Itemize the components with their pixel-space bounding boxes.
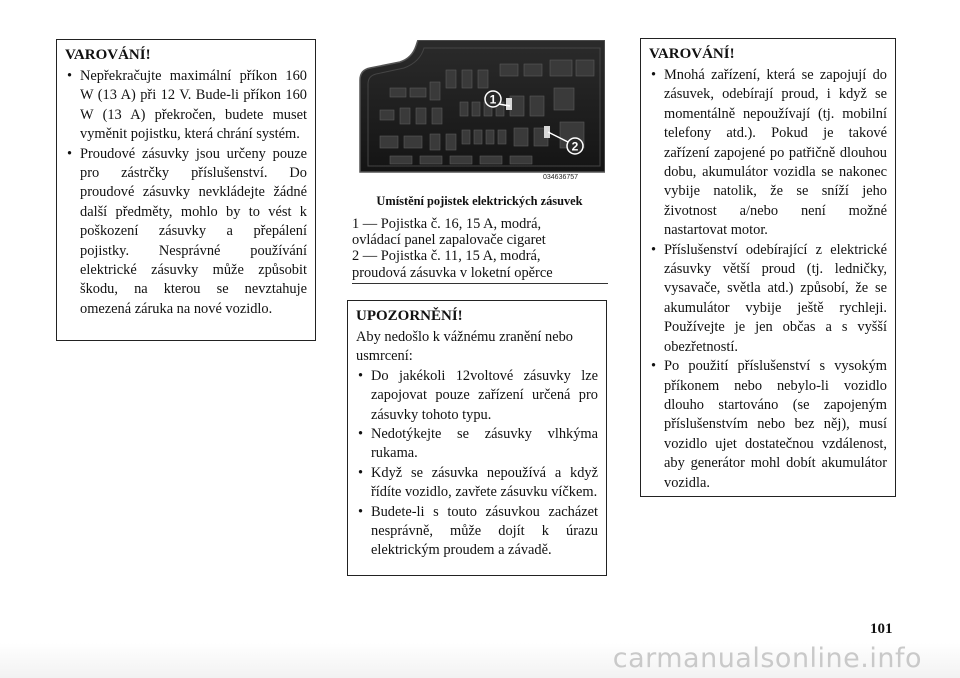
- list-item: • Proudové zásuvky jsou určeny pouze pro zástrčky příslušenství. Do proudové zásuvky nevkládejte žádné další předměty, mohlo by to vést k poškození zásuvky a přepálení pojistky. Nesprávné používání elektrické zásuvky může způsobit škodu, na kterou se nevztahuje omezená záruka na nové vozidlo.: [65, 145, 307, 320]
- page-number: 101: [870, 621, 893, 637]
- warning-box-right: [640, 38, 896, 497]
- fuse-list-line: ovládací panel zapalovače cigaret: [352, 232, 546, 249]
- list-item: • Když se zásuvka nepoužívá a když řídíte vozidlo, zavřete zásuvku víčkem.: [356, 464, 598, 503]
- caution-intro: Aby nedošlo k vážnému zranění nebo usmrcení:: [356, 329, 573, 365]
- list-item: • Budete-li s touto zásuvkou zacházet nesprávně, může dojít k úrazu elektrickým proudem a závadě.: [356, 503, 598, 561]
- fuse-list-line: proudová zásuvka v loketní opěrce: [352, 264, 553, 281]
- list-item: • Mnohá zařízení, která se zapojují do zásuvek, odebírají proud, i když se momentálně nepoužívají (tj. mobilní telefony atd.). Pokud je takové zařízení zapojené po patřičně dlouhou dobu, akumulátor vozidla se nakonec vybije natolik, že se sníží jeho životnost a/nebo není možné nastartovat motor.: [649, 66, 887, 241]
- fuse-panel-illustration: [350, 40, 605, 182]
- list-item: • Do jakékoli 12voltové zásuvky lze zapojovat pouze zařízení určená pro zásuvky tohoto typu.: [356, 367, 598, 425]
- list-item: • Nedotýkejte se zásuvky vlhkýma rukama.: [356, 425, 598, 464]
- caution-title: UPOZORNĚNÍ!: [356, 308, 463, 324]
- svg-text:2: 2: [571, 139, 579, 154]
- divider: [352, 283, 608, 284]
- warning-title: VAROVÁNÍ!: [65, 47, 151, 63]
- callout-1: [485, 91, 501, 107]
- fuse-list-line: 1 — Pojistka č. 16, 15 A, modrá,: [352, 216, 542, 232]
- list-item: • Po použití příslušenství s vysokým příkonem nebo nebylo-li vozidlo dlouho startováno (se zapojeným příslušenstvím nebo bez něj), musí vozidlo ujet dostatečnou vzdálenost, aby generátor mohl dobít akumulátor vozidla.: [649, 357, 887, 493]
- fuse-list-line: 2 — Pojistka č. 11, 15 A, modrá,: [352, 248, 541, 265]
- warning-box-left: [56, 39, 316, 341]
- svg-text:1: 1: [489, 92, 497, 107]
- fuse-panel-photo: [350, 40, 605, 182]
- warning-title: VAROVÁNÍ!: [649, 46, 735, 62]
- fuse-list: [352, 216, 607, 281]
- figure-caption: Umístění pojistek elektrických zásuvek: [376, 194, 583, 208]
- warning-list: [65, 67, 307, 319]
- image-code: 034636757: [543, 174, 579, 181]
- list-item: • Příslušenství odebírající z elektrické zásuvky větší proud (tj. ledničky, vysavače, světla atd.) způsobí, že se akumulátor vybije ještě rychleji. Používejte je jen občas a s vyšší obezřetností.: [649, 241, 887, 357]
- watermark-text: carmanualsonline.info: [612, 643, 922, 674]
- watermark-band: [0, 643, 960, 678]
- warning-list: [649, 66, 887, 493]
- caution-list: [356, 367, 598, 561]
- caution-box: [347, 300, 607, 576]
- callout-2: [567, 138, 583, 154]
- list-item: • Nepřekračujte maximální příkon 160 W (13 A) při 12 V. Bude-li příkon 160 W (13 A) překročen, budete muset vyměnit pojistku, která chrání systém.: [65, 67, 307, 145]
